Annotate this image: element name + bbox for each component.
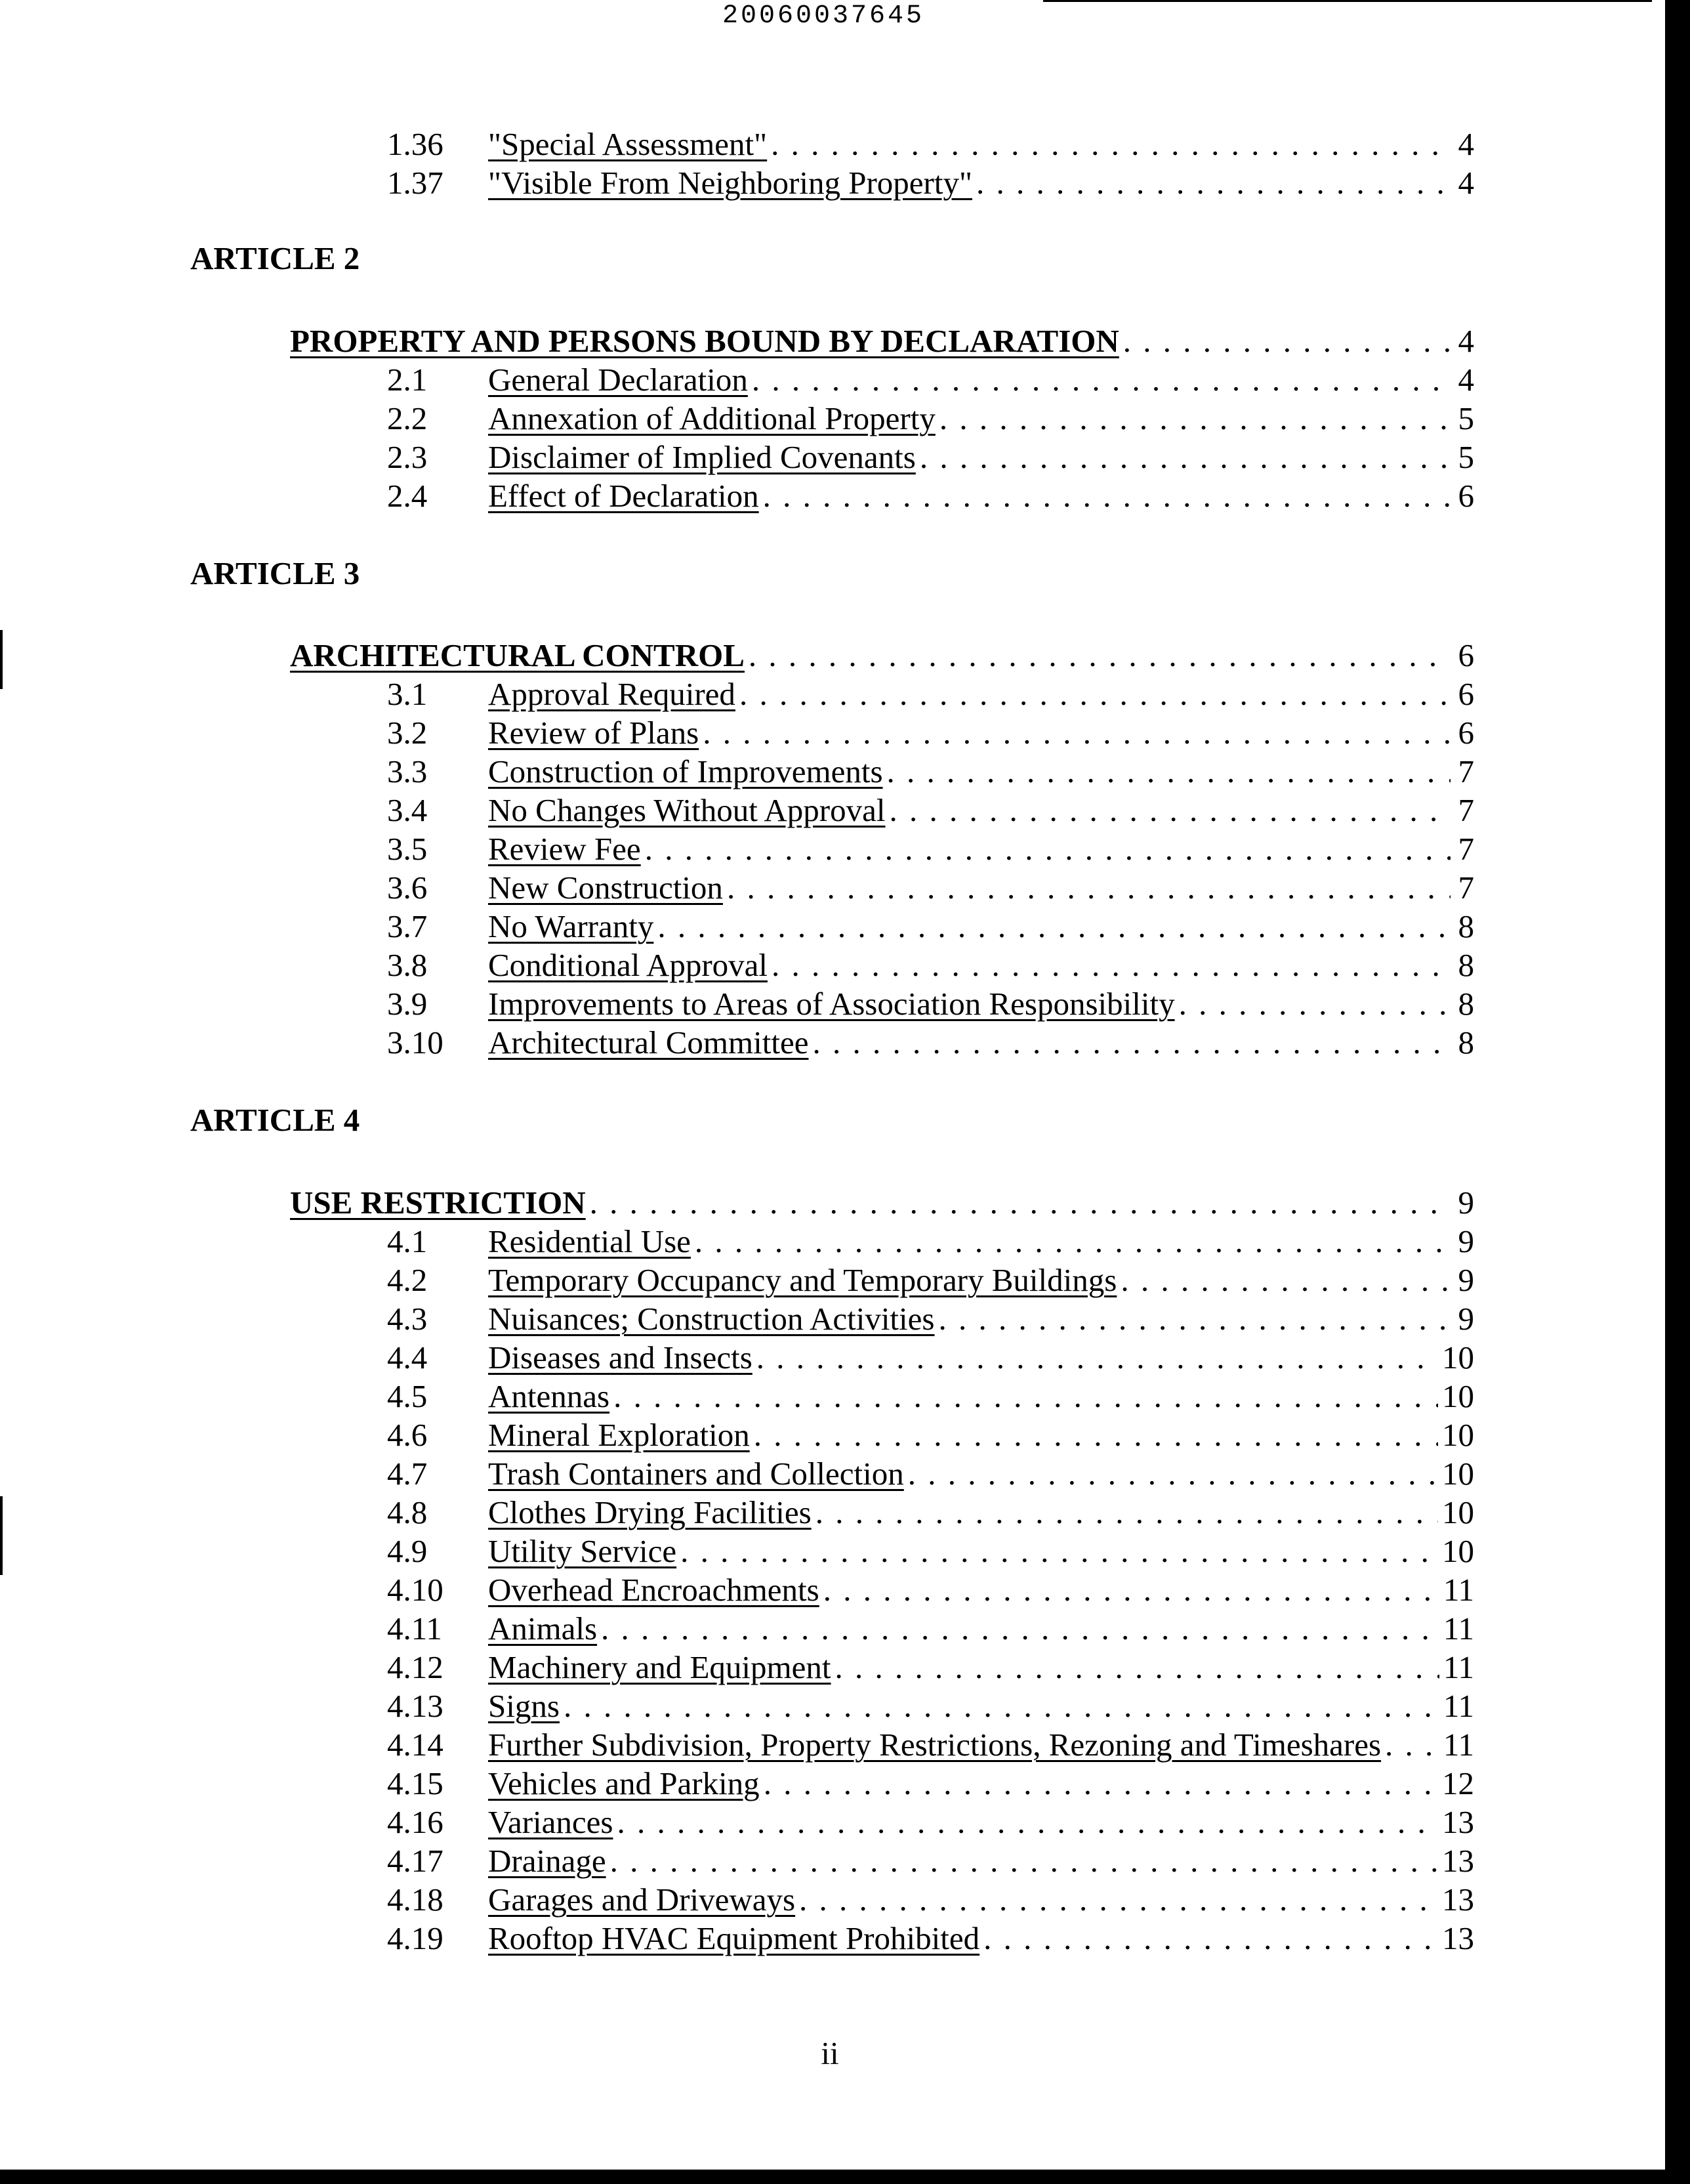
dot-leader (890, 791, 1451, 829)
article-3-heading[interactable] (290, 635, 1474, 674)
dot-leader (939, 400, 1451, 437)
toc-entry-number: 3.5 (387, 831, 428, 867)
toc-entry-page: 8 (1458, 986, 1474, 1022)
toc-entry-title[interactable]: Conditional Approval (488, 947, 768, 983)
toc-entry-number: 3.9 (387, 986, 428, 1022)
toc-entry-3-9[interactable] (387, 983, 1474, 1022)
toc-entry-page: 6 (1458, 715, 1474, 751)
dot-leader (887, 753, 1451, 790)
dot-leader (815, 1494, 1438, 1531)
toc-entry-number: 4.16 (387, 1804, 443, 1840)
dot-leader (645, 830, 1451, 868)
article-2-label: ARTICLE 2 (190, 240, 360, 276)
toc-entry-number: 3.1 (387, 676, 428, 712)
toc-entry-page: 13 (1442, 1804, 1474, 1840)
toc-entry-number: 4.2 (387, 1262, 428, 1298)
toc-entry-4-15[interactable] (387, 1763, 1474, 1802)
dot-leader (617, 1803, 1438, 1841)
toc-entry-page: 6 (1458, 676, 1474, 712)
toc-entry-page: 5 (1458, 400, 1474, 436)
toc-entry-title[interactable]: Vehicles and Parking (488, 1765, 760, 1801)
toc-entry-3-6[interactable] (387, 867, 1474, 906)
toc-entry-number: 3.8 (387, 947, 428, 983)
toc-entry-number: 3.4 (387, 792, 428, 828)
toc-entry-1-37[interactable] (387, 162, 1474, 201)
dot-leader (920, 438, 1451, 476)
dot-leader (908, 1455, 1438, 1492)
toc-entry-page: 8 (1458, 908, 1474, 944)
toc-entry-number: 4.1 (387, 1223, 428, 1259)
toc-entry-3-7[interactable] (387, 906, 1474, 945)
toc-entry-page: 11 (1443, 1688, 1474, 1724)
toc-entry-page: 7 (1458, 831, 1474, 867)
toc-entry-4-11[interactable] (387, 1608, 1474, 1647)
toc-entry-title[interactable]: Review Fee (488, 831, 641, 867)
dot-leader (601, 1610, 1439, 1647)
toc-entry-number: 4.3 (387, 1301, 428, 1337)
toc-entry-number: 3.2 (387, 715, 428, 751)
toc-entry-page: 10 (1442, 1533, 1474, 1569)
toc-entry-number: 4.13 (387, 1688, 443, 1724)
toc-entry-number: 4.14 (387, 1727, 443, 1763)
toc-entry-page: 7 (1458, 753, 1474, 789)
toc-entry-number: 1.36 (387, 126, 443, 162)
toc-entry-3-1[interactable] (387, 673, 1474, 713)
dot-leader (763, 477, 1451, 514)
dot-leader (976, 164, 1451, 201)
toc-entry-page: 4 (1458, 362, 1474, 398)
toc-entry-title[interactable]: Approval Required (488, 676, 735, 712)
toc-entry-title[interactable]: Utility Service (488, 1533, 677, 1569)
toc-entry-title[interactable]: Architectural Committee (488, 1024, 809, 1060)
toc-entry-page: 7 (1458, 792, 1474, 828)
dot-leader (610, 1842, 1438, 1880)
toc-entry-number: 4.6 (387, 1417, 428, 1453)
toc-entry-4-13[interactable] (387, 1685, 1474, 1725)
toc-entry-number: 4.11 (387, 1610, 442, 1647)
toc-entry-4-2[interactable] (387, 1259, 1474, 1299)
toc-entry-page: 10 (1442, 1494, 1474, 1530)
dot-leader (938, 1300, 1451, 1337)
toc-entry-4-6[interactable] (387, 1414, 1474, 1454)
toc-entry-title[interactable]: No Changes Without Approval (488, 792, 886, 828)
article-heading-title[interactable]: USE RESTRICTION (290, 1185, 586, 1221)
toc-entry-4-10[interactable] (387, 1569, 1474, 1608)
dot-leader (613, 1377, 1438, 1415)
toc-entry-4-7[interactable] (387, 1453, 1474, 1492)
toc-entry-number: 4.5 (387, 1378, 428, 1414)
dot-leader (749, 637, 1451, 674)
article-heading-title[interactable]: PROPERTY AND PERSONS BOUND BY DECLARATION (290, 323, 1119, 359)
toc-entry-title[interactable]: Clothes Drying Facilities (488, 1494, 812, 1530)
toc-entry-number: 4.12 (387, 1649, 443, 1685)
article-3-label: ARTICLE 3 (190, 555, 360, 591)
dot-leader (812, 1024, 1451, 1061)
dot-leader (754, 1416, 1438, 1454)
toc-entry-number: 2.2 (387, 400, 428, 436)
toc-entry-4-19[interactable] (387, 1918, 1474, 1957)
dot-leader (695, 1223, 1451, 1260)
toc-entry-title[interactable]: Nuisances; Construction Activities (488, 1301, 935, 1337)
toc-entry-4-3[interactable] (387, 1298, 1474, 1337)
toc-entry-page: 5 (1458, 439, 1474, 475)
toc-entry-4-9[interactable] (387, 1530, 1474, 1570)
toc-entry-page: 8 (1458, 947, 1474, 983)
toc-entry-page: 10 (1442, 1339, 1474, 1376)
toc-entry-3-10[interactable] (387, 1022, 1474, 1061)
toc-entry-title[interactable]: Improvements to Areas of Association Responsibility (488, 986, 1175, 1022)
article-heading-page: 6 (1458, 637, 1474, 673)
dot-leader (764, 1765, 1438, 1802)
toc-entry-title[interactable]: No Warranty (488, 908, 654, 944)
dot-leader (727, 869, 1451, 906)
toc-entry-number: 4.9 (387, 1533, 428, 1569)
toc-entry-title[interactable]: Further Subdivision, Property Restrictions, Rezoning and Timeshares (488, 1727, 1382, 1763)
dot-leader (1123, 322, 1451, 360)
toc-entry-number: 4.8 (387, 1494, 428, 1530)
toc-entry-3-4[interactable] (387, 789, 1474, 829)
toc-entry-page: 13 (1442, 1920, 1474, 1956)
dot-leader (799, 1881, 1438, 1918)
toc-entry-number: 3.7 (387, 908, 428, 944)
toc-entry-title[interactable]: Construction of Improvements (488, 753, 883, 789)
dot-leader (772, 946, 1451, 984)
toc-entry-title[interactable]: Animals (488, 1610, 598, 1647)
toc-entry-title[interactable]: Mineral Exploration (488, 1417, 750, 1453)
toc-entry-3-5[interactable] (387, 828, 1474, 868)
toc-entry-page: 12 (1442, 1765, 1474, 1801)
toc-entry-title[interactable]: "Visible From Neighboring Property" (488, 165, 972, 201)
toc-entry-title[interactable]: Review of Plans (488, 715, 699, 751)
dot-leader (771, 125, 1451, 163)
toc-entry-4-16[interactable] (387, 1801, 1474, 1841)
toc-entry-page: 10 (1442, 1378, 1474, 1414)
toc-entry-page: 11 (1443, 1572, 1474, 1608)
toc-entry-title[interactable]: Garages and Driveways (488, 1881, 796, 1918)
toc-entry-2-2[interactable] (387, 398, 1474, 437)
toc-entry-3-2[interactable] (387, 712, 1474, 751)
toc-entry-page: 10 (1442, 1456, 1474, 1492)
toc-entry-title[interactable]: New Construction (488, 870, 723, 906)
toc-entry-title[interactable]: Rooftop HVAC Equipment Prohibited (488, 1920, 980, 1956)
top-scan-rule (1043, 0, 1652, 2)
toc-entry-page: 13 (1442, 1843, 1474, 1879)
dot-leader (983, 1920, 1438, 1957)
toc-entry-title[interactable]: Diseases and Insects (488, 1339, 752, 1376)
dot-leader (657, 908, 1451, 945)
page-number: ii (821, 2035, 839, 2071)
toc-entry-number: 4.18 (387, 1881, 443, 1918)
toc-entry-3-3[interactable] (387, 751, 1474, 790)
dot-leader (1385, 1726, 1439, 1763)
article-heading-page: 9 (1458, 1185, 1474, 1221)
toc-entry-page: 9 (1458, 1223, 1474, 1259)
toc-entry-4-17[interactable] (387, 1840, 1474, 1880)
toc-entry-4-4[interactable] (387, 1337, 1474, 1376)
toc-entry-title[interactable]: Antennas (488, 1378, 610, 1414)
toc-entry-number: 2.4 (387, 478, 428, 514)
toc-entry-title[interactable]: Trash Containers and Collection (488, 1456, 904, 1492)
article-4-heading[interactable] (290, 1182, 1474, 1221)
toc-entry-4-12[interactable] (387, 1647, 1474, 1686)
toc-entry-number: 3.6 (387, 870, 428, 906)
dot-leader (564, 1687, 1439, 1725)
toc-entry-number: 3.3 (387, 753, 428, 789)
toc-entry-number: 3.10 (387, 1024, 443, 1060)
toc-entry-number: 4.7 (387, 1456, 428, 1492)
toc-entry-number: 4.15 (387, 1765, 443, 1801)
dot-leader (756, 1339, 1438, 1376)
toc-entry-4-14[interactable] (387, 1724, 1474, 1763)
dot-leader (1179, 985, 1451, 1022)
toc-entry-number: 1.37 (387, 165, 443, 201)
toc-entry-page: 9 (1458, 1301, 1474, 1337)
toc-entry-number: 4.10 (387, 1572, 443, 1608)
toc-entry-2-1[interactable] (387, 359, 1474, 398)
toc-entry-page: 11 (1443, 1727, 1474, 1763)
toc-entry-4-18[interactable] (387, 1879, 1474, 1918)
toc-entry-title[interactable]: Residential Use (488, 1223, 691, 1259)
article-2-heading[interactable] (290, 320, 1474, 360)
bottom-scan-border (0, 2170, 1690, 2184)
article-heading-title[interactable]: ARCHITECTURAL CONTROL (290, 637, 745, 673)
toc-entry-page: 13 (1442, 1881, 1474, 1918)
toc-entry-title[interactable]: "Special Assessment" (488, 126, 768, 162)
toc-entry-title[interactable]: Disclaimer of Implied Covenants (488, 439, 916, 475)
toc-entry-2-4[interactable] (387, 475, 1474, 514)
dot-leader (1121, 1261, 1451, 1299)
toc-entry-title[interactable]: General Declaration (488, 362, 748, 398)
dot-leader (835, 1648, 1439, 1686)
toc-entry-page: 10 (1442, 1417, 1474, 1453)
dot-leader (823, 1571, 1439, 1608)
left-scan-mark (0, 630, 3, 689)
toc-entry-page: 11 (1443, 1649, 1474, 1685)
toc-entry-3-8[interactable] (387, 944, 1474, 984)
toc-entry-page: 9 (1458, 1262, 1474, 1298)
toc-entry-title[interactable]: Drainage (488, 1843, 606, 1879)
toc-entry-page: 8 (1458, 1024, 1474, 1060)
toc-entry-title[interactable]: Effect of Declaration (488, 478, 759, 514)
toc-entry-number: 2.3 (387, 439, 428, 475)
toc-entry-title[interactable]: Signs (488, 1688, 560, 1724)
toc-entry-4-5[interactable] (387, 1376, 1474, 1415)
dot-leader (752, 361, 1451, 398)
document-number: 20060037645 (722, 1, 925, 31)
toc-entry-title[interactable]: Overhead Encroachments (488, 1572, 819, 1608)
toc-entry-4-8[interactable] (387, 1492, 1474, 1531)
toc-entry-title[interactable]: Annexation of Additional Property (488, 400, 936, 436)
article-heading-page: 4 (1458, 323, 1474, 359)
dot-leader (703, 714, 1451, 751)
toc-entry-4-1[interactable] (387, 1221, 1474, 1260)
toc-entry-page: 7 (1458, 870, 1474, 906)
toc-entry-title[interactable]: Temporary Occupancy and Temporary Buildings (488, 1262, 1117, 1298)
toc-entry-1-36[interactable] (387, 123, 1474, 163)
toc-entry-number: 4.17 (387, 1843, 443, 1879)
dot-leader (680, 1532, 1438, 1570)
toc-entry-number: 4.19 (387, 1920, 443, 1956)
toc-entry-number: 2.1 (387, 362, 428, 398)
toc-entry-number: 4.4 (387, 1339, 428, 1376)
toc-entry-page: 6 (1458, 478, 1474, 514)
right-scan-border (1665, 0, 1690, 2184)
dot-leader (590, 1184, 1451, 1221)
article-4-label: ARTICLE 4 (190, 1102, 360, 1138)
toc-entry-title[interactable]: Variances (488, 1804, 613, 1840)
toc-entry-title[interactable]: Machinery and Equipment (488, 1649, 831, 1685)
toc-entry-page: 11 (1443, 1610, 1474, 1647)
dot-leader (739, 675, 1451, 713)
toc-entry-2-3[interactable] (387, 436, 1474, 476)
toc-entry-page: 4 (1458, 165, 1474, 201)
left-scan-mark (0, 1496, 3, 1575)
toc-entry-page: 4 (1458, 126, 1474, 162)
